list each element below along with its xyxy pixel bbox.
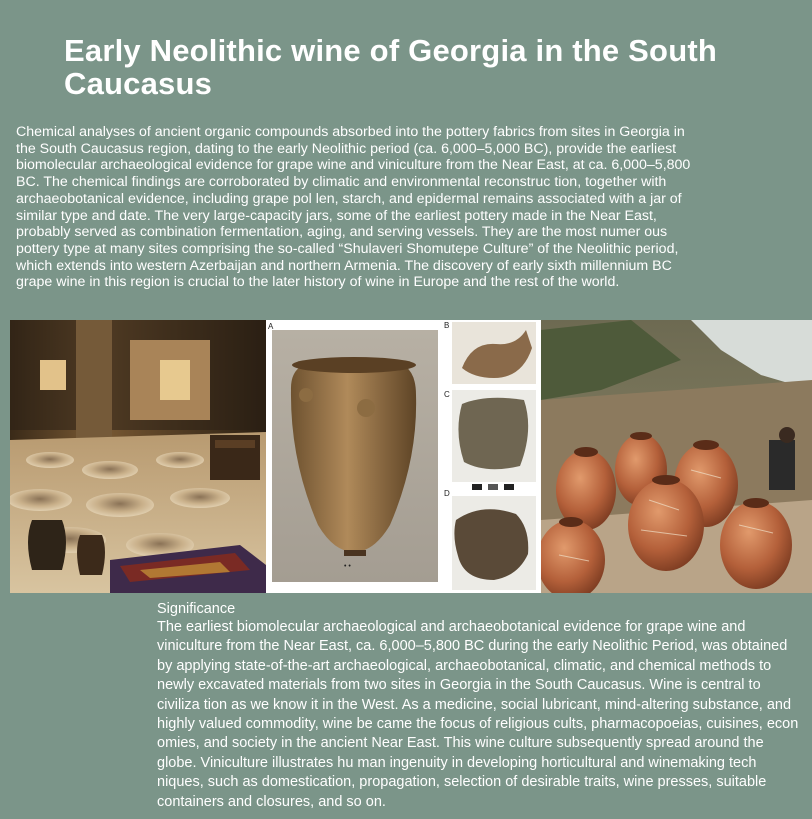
panel-label-b: B [444, 321, 450, 330]
panel-label-d: D [444, 489, 450, 498]
panel-label-c: C [444, 390, 450, 399]
intro-paragraph: Chemical analyses of ancient organic compounds absorbed into the pottery fabrics from sites in Georgia in the South Caucasus region, dating to the early Neolithic period (ca. 6,000–5,000 BC), provide the earliest biomolecular archaeological evidence for grape wine and viniculture from the Near East, at ca. 6,000–5,800 BC. The chemical findings are corroborated by climatic and environmental reconstruc tion, together with archaeobotanical evidence, including grape pol len, starch, and epidermal remains associated with a jar of similar type and date. The very large-capacity jars, some of the earliest pottery made in the Near East, probably served as combination fermentation, aging, and serving vessels. They are the most numer ous pottery type at many sites comprising the so-called “Shulaveri Shomutepe Culture” of the Neolithic period, which extends into western Azerbaijan and northern Armenia. The discovery of early sixth millennium BC grape wine in this region is crucial to the later history of wine in Europe and the rest of the world. [16, 124, 691, 291]
qvevri-jars-photo [541, 320, 812, 593]
caption-mark: • • [344, 563, 351, 570]
significance-body: The earliest biomolecular archaeological and archaeobotanical evidence for grape wine and viniculture from the Near East, ca. 6,000–5,800 BC during the early Neolithic Period, was obtained by applying state-of-the-art archaeological, archaeobotanical, climatic, and chemical methods to newly excavated materials from two sites in Georgia in the South Caucasus. Wine is central to civiliza tion as we know it in the West. As a medicine, social lubricant, mind-altering substance, and highly valued commodity, wine be came the focus of religious cults, pharmacopoeias, cuisines, econ omies, and society in the ancient Near East. This wine culture subsequently spread around the globe. Viniculture illustrates hu man ingenuity in developing horticultural and winemaking tech niques, such as domestication, propagation, selection of desirable traits, wine presses, suitable containers and closures, and so on. [157, 619, 799, 810]
page-title: Early Neolithic wine of Georgia in the South Caucasus [64, 33, 717, 101]
significance-heading: Significance [157, 601, 236, 617]
panel-label-a: A [268, 322, 274, 331]
wine-cellar-photo [10, 320, 266, 593]
neolithic-jar-figure [266, 320, 541, 593]
